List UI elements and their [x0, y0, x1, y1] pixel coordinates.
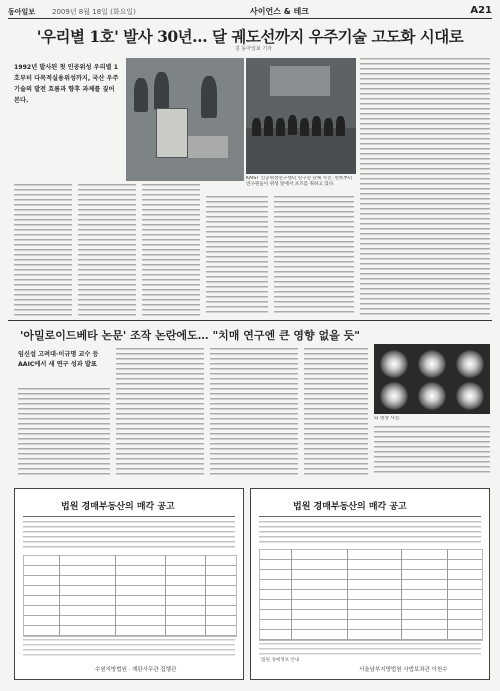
main-article-column-5 [274, 196, 354, 316]
ad-left-footer: 수원지방법원 · 재판사무관 집행관 [95, 667, 177, 673]
section-title: 사이언스 & 테크 [250, 7, 309, 16]
ad-right-title: 법원 경매부동산의 매각 공고 [293, 502, 407, 512]
byline: 김 동아일보 기자 [235, 46, 272, 52]
lead-paragraph: 1992년 발사된 첫 인공위성 우리별 1호부터 다목적실용위성까지, 국산 우주기술의 발전 흐름과 향후 과제를 짚어 본다. [14, 64, 119, 104]
ad-right-footer: 서울남부지방법원 사법보좌관 이천수 [359, 667, 448, 673]
main-article-right-column [360, 58, 490, 316]
second-headline: '아밀로이드베타 논문' 조작 논란에도… "치매 연구엔 큰 영향 없을 듯" [20, 329, 360, 342]
satellite-assembly-photo [126, 58, 244, 181]
brain-scan-figure [374, 344, 490, 414]
team-photo-caption: KAIST 인공위성연구센터 연구진 단체 사진. 왼쪽부터 연구원들이 위성 앞에서 포즈를 취하고 있다. [246, 176, 353, 187]
second-article-column-4 [304, 348, 368, 476]
main-headline: '우리별 1호' 발사 30년… 달 궤도선까지 우주기술 고도화 시대로 [36, 27, 464, 46]
page-header [8, 4, 492, 19]
main-article-column-4 [206, 196, 268, 316]
second-article-column-3 [210, 348, 298, 476]
research-team-photo [246, 58, 356, 174]
second-article-column-1 [18, 388, 110, 476]
court-auction-ad-right [250, 488, 490, 680]
brain-scan-caption: 뇌 영상 사진. [374, 416, 401, 421]
second-article-column-2 [116, 348, 204, 476]
main-article-column-2 [78, 184, 136, 316]
main-article-column-1 [14, 184, 72, 316]
court-auction-ad-left [14, 488, 244, 680]
ad-left-title: 법원 경매부동산의 매각 공고 [61, 502, 175, 512]
second-article-column-5 [374, 426, 490, 476]
main-article-column-3 [142, 184, 200, 316]
page-number: A21 [470, 5, 492, 16]
second-subhead: 임신섭 고려대·이규명 교수 등 AAIC에서 새 연구 성과 발표 [18, 351, 99, 368]
ad-right-caption: 법원 경매정보 안내 [261, 658, 300, 663]
issue-date: 2009년 8월 18일 (화요일) [52, 8, 136, 16]
paper-name: 동아일보 [8, 8, 36, 16]
article-divider [8, 320, 492, 321]
